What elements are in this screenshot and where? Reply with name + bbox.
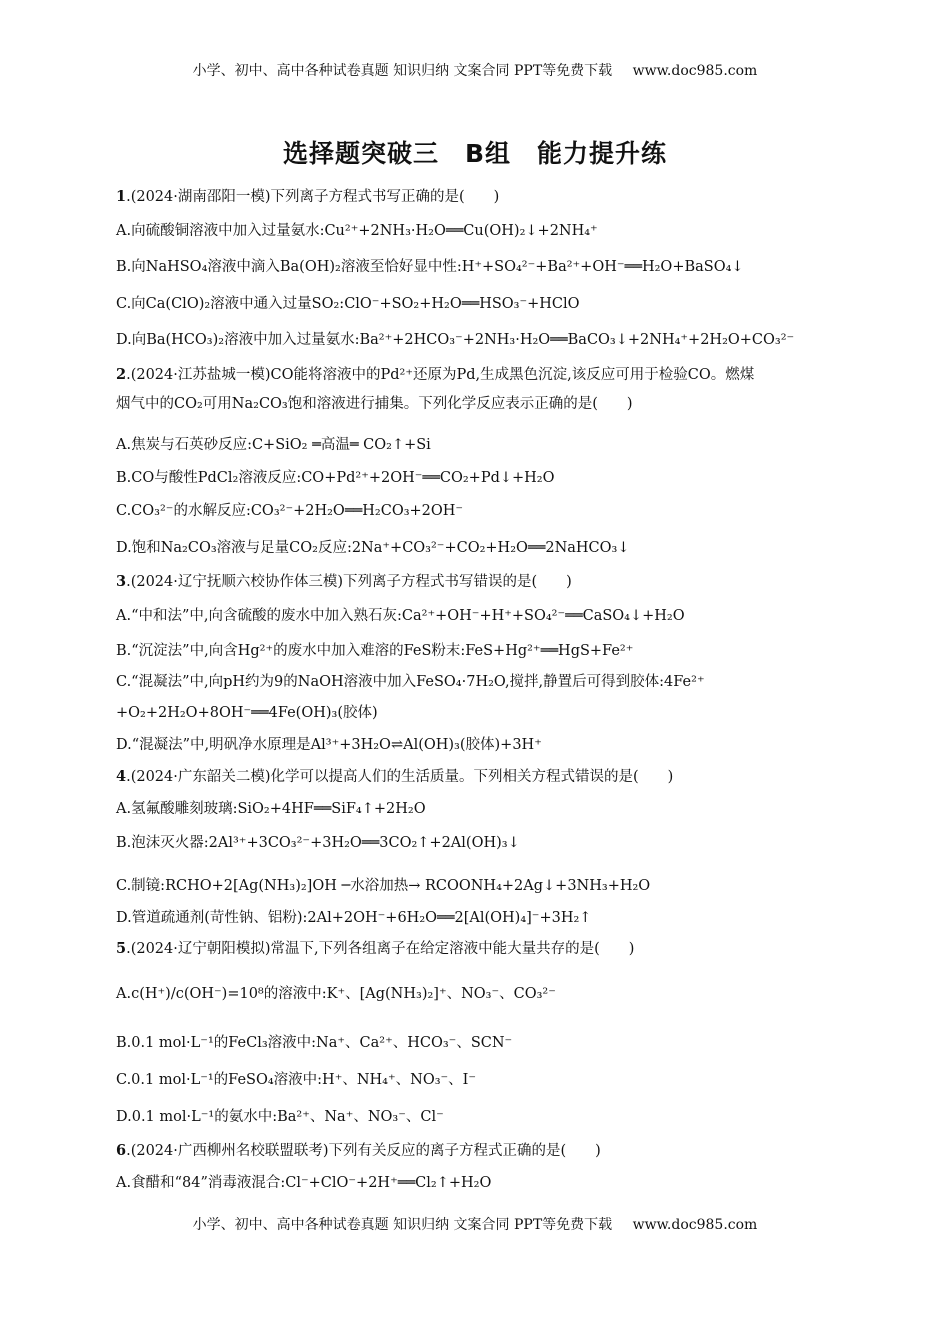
header-text: 小学、初中、高中各种试卷真题 知识归纳 文案合同 PPT等免费下载 bbox=[192, 63, 613, 79]
question-number: 2 bbox=[116, 366, 127, 383]
question-5-option-b: B.0.1 mol·L⁻¹的FeCl₃溶液中:Na⁺、Ca²⁺、HCO₃⁻、SCN⁻ bbox=[116, 1035, 513, 1051]
question-3-option-c-continued: +O₂+2H₂O+8OH⁻══4Fe(OH)₃(胶体) bbox=[116, 705, 378, 721]
question-6-option-a: A.食醋和“84”消毒液混合:Cl⁻+ClO⁻+2H⁺══Cl₂↑+H₂O bbox=[116, 1175, 492, 1191]
question-number: 6 bbox=[116, 1142, 127, 1159]
question-4-option-a: A.氢氟酸雕刻玻璃:SiO₂+4HF══SiF₄↑+2H₂O bbox=[116, 801, 426, 817]
question-5-option-d: D.0.1 mol·L⁻¹的氨水中:Ba²⁺、Na⁺、NO₃⁻、Cl⁻ bbox=[116, 1109, 444, 1125]
question-4-stem: 4.(2024·广东韶关二模)化学可以提高人们的生活质量。下列相关方程式错误的是( ) bbox=[116, 768, 674, 785]
question-2-option-a: A.焦炭与石英砂反应:C+SiO₂ ═高温═ CO₂↑+Si bbox=[116, 437, 431, 453]
question-1-option-a: A.向硫酸铜溶液中加入过量氨水:Cu²⁺+2NH₃·H₂O══Cu(OH)₂↓+2NH₄⁺ bbox=[116, 223, 598, 239]
footer-text: 小学、初中、高中各种试卷真题 知识归纳 文案合同 PPT等免费下载 bbox=[192, 1217, 613, 1233]
question-1-option-b: B.向NaHSO₄溶液中滴入Ba(OH)₂溶液至恰好显中性:H⁺+SO₄²⁻+Ba²⁺+OH⁻══H₂O+BaSO₄↓ bbox=[116, 259, 744, 275]
question-4-option-d: D.管道疏通剂(苛性钠、铝粉):2Al+2OH⁻+6H₂O══2[Al(OH)₄]⁻+3H₂↑ bbox=[116, 910, 592, 926]
question-5-stem: 5.(2024·辽宁朝阳模拟)常温下,下列各组离子在给定溶液中能大量共存的是( ) bbox=[116, 940, 635, 957]
question-number: 3 bbox=[116, 573, 127, 590]
question-2-option-c: C.CO₃²⁻的水解反应:CO₃²⁻+2H₂O══H₂CO₃+2OH⁻ bbox=[116, 503, 464, 519]
question-1-option-c: C.向Ca(ClO)₂溶液中通入过量SO₂:ClO⁻+SO₂+H₂O══HSO₃⁻+HClO bbox=[116, 296, 580, 312]
footer-site: www.doc985.com bbox=[632, 1217, 758, 1233]
question-number: 5 bbox=[116, 940, 127, 957]
page-title: 选择题突破三 B组 能力提升练 bbox=[282, 139, 668, 168]
question-2-stem: 2.(2024·江苏盐城一模)CO能将溶液中的Pd²⁺还原为Pd,生成黑色沉淀,该反应可用于检验CO。燃煤 bbox=[116, 366, 755, 383]
page-header bbox=[0, 60, 950, 80]
question-3-option-b: B.“沉淀法”中,向含Hg²⁺的废水中加入难溶的FeS粉末:FeS+Hg²⁺══HgS+Fe²⁺ bbox=[116, 643, 634, 659]
question-6-stem: 6.(2024·广西柳州名校联盟联考)下列有关反应的离子方程式正确的是( ) bbox=[116, 1142, 601, 1159]
question-1-stem: 1.(2024·湖南邵阳一模)下列离子方程式书写正确的是( ) bbox=[116, 188, 500, 205]
question-number: 1 bbox=[116, 188, 127, 205]
question-4-option-b: B.泡沫灭火器:2Al³⁺+3CO₃²⁻+3H₂O══3CO₂↑+2Al(OH)₃↓ bbox=[116, 835, 520, 851]
page-footer bbox=[0, 1214, 950, 1234]
question-2-option-d: D.饱和Na₂CO₃溶液与足量CO₂反应:2Na⁺+CO₃²⁻+CO₂+H₂O══2NaHCO₃↓ bbox=[116, 540, 630, 556]
question-3-stem: 3.(2024·辽宁抚顺六校协作体三模)下列离子方程式书写错误的是( ) bbox=[116, 573, 572, 590]
question-5-option-a: A.c(H⁺)/c(OH⁻)=10⁸的溶液中:K⁺、[Ag(NH₃)₂]⁺、NO₃⁻、CO₃²⁻ bbox=[116, 986, 556, 1002]
question-3-option-d: D.“混凝法”中,明矾净水原理是Al³⁺+3H₂O⇌Al(OH)₃(胶体)+3H⁺ bbox=[116, 737, 542, 753]
question-3-option-a: A.“中和法”中,向含硫酸的废水中加入熟石灰:Ca²⁺+OH⁻+H⁺+SO₄²⁻══CaSO₄↓+H₂O bbox=[116, 608, 685, 624]
question-1-option-d: D.向Ba(HCO₃)₂溶液中加入过量氨水:Ba²⁺+2HCO₃⁻+2NH₃·H₂O══BaCO₃↓+2NH₄⁺+2H₂O+CO₃²⁻ bbox=[116, 332, 795, 348]
header-site: www.doc985.com bbox=[632, 63, 758, 79]
question-3-option-c: C.“混凝法”中,向pH约为9的NaOH溶液中加入FeSO₄·7H₂O,搅拌,静置后可得到胶体:4Fe²⁺ bbox=[116, 674, 705, 690]
question-2-stem-continued: 烟气中的CO₂可用Na₂CO₃饱和溶液进行捕集。下列化学反应表示正确的是( ) bbox=[116, 396, 633, 412]
question-5-option-c: C.0.1 mol·L⁻¹的FeSO₄溶液中:H⁺、NH₄⁺、NO₃⁻、I⁻ bbox=[116, 1072, 477, 1088]
question-number: 4 bbox=[116, 768, 127, 785]
question-4-option-c: C.制镜:RCHO+2[Ag(NH₃)₂]OH ─水浴加热→ RCOONH₄+2Ag↓+3NH₃+H₂O bbox=[116, 878, 651, 894]
question-2-option-b: B.CO与酸性PdCl₂溶液反应:CO+Pd²⁺+2OH⁻══CO₂+Pd↓+H₂O bbox=[116, 470, 555, 486]
